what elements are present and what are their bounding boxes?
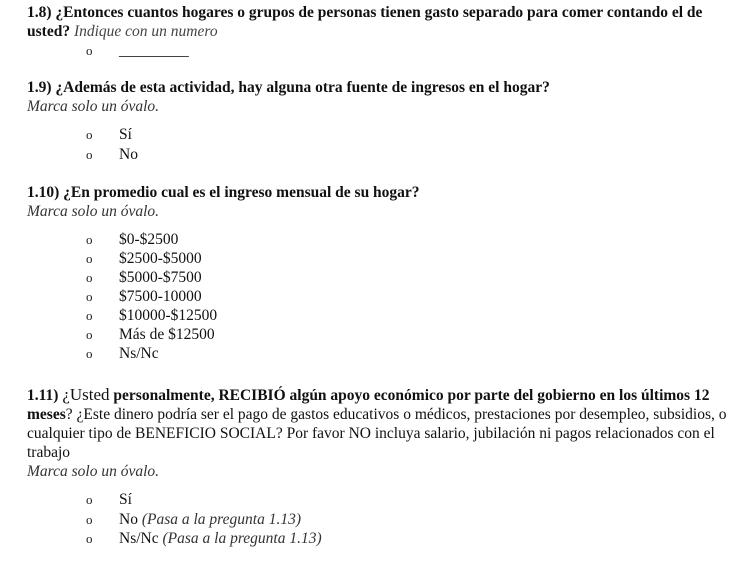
answer-blank-row: [86, 41, 189, 60]
option-si[interactable]: [86, 125, 132, 144]
question-title-usted: Usted: [69, 385, 110, 404]
question-title-open: ¿: [62, 385, 70, 404]
option-income-1[interactable]: [86, 230, 178, 249]
option-no[interactable]: [86, 510, 301, 529]
bullet-icon: o: [86, 270, 93, 285]
option-label: No: [119, 146, 138, 163]
question-instruction: Marca solo un óvalo.: [27, 98, 160, 115]
question-title: ¿Entonces cuantos hogares o grupos de personas tienen gasto separado para comer contando el de usted?: [27, 4, 703, 40]
bullet-icon: o: [86, 346, 93, 361]
question-hint: Indique con un numero: [73, 23, 218, 40]
option-income-3[interactable]: [86, 268, 202, 287]
option-label: $0-$2500: [119, 231, 179, 248]
bullet-icon: o: [86, 308, 93, 323]
option-si[interactable]: [86, 490, 132, 509]
question-title: personalmente, RECIBIÓ algún apoyo económico por parte del gobierno en los últimos 12 meses: [27, 387, 710, 423]
option-income-6[interactable]: [86, 325, 215, 344]
question-1-11: [27, 385, 727, 481]
bullet-icon: o: [86, 327, 93, 342]
question-number: 1.8): [27, 4, 52, 21]
option-label: $7500-10000: [119, 288, 202, 305]
bullet-icon: o: [86, 492, 93, 507]
question-number: 1.10): [27, 184, 60, 201]
bullet-icon: o: [86, 232, 93, 247]
question-number: 1.11): [27, 387, 59, 404]
bullet-icon: o: [86, 289, 93, 304]
option-label: $2500-$5000: [119, 250, 202, 267]
option-income-5[interactable]: [86, 306, 217, 325]
bullet-icon: o: [86, 512, 93, 527]
option-label: Sí: [119, 491, 132, 508]
bullet-icon: o: [86, 531, 93, 546]
skip-note: (Pasa a la pregunta 1.13): [141, 511, 301, 528]
option-nsnc[interactable]: [86, 529, 322, 548]
bullet-icon: o: [86, 251, 93, 266]
option-label: Ns/Nc: [119, 345, 159, 362]
question-1-10: [27, 183, 727, 221]
option-income-4[interactable]: [86, 287, 202, 306]
question-title: ¿Además de esta actividad, hay alguna otra fuente de ingresos en el hogar?: [55, 79, 550, 96]
option-no[interactable]: [86, 145, 138, 164]
question-instruction: Marca solo un óvalo.: [27, 203, 160, 220]
bullet-icon: o: [86, 127, 93, 142]
answer-blank[interactable]: _________: [119, 42, 189, 59]
bullet-icon: o: [86, 43, 93, 58]
question-1-9: [27, 78, 727, 116]
question-title: ¿En promedio cual es el ingreso mensual de su hogar?: [63, 184, 420, 201]
question-instruction: Marca solo un óvalo.: [27, 463, 160, 480]
option-label: $5000-$7500: [119, 269, 202, 286]
question-1-8: [27, 3, 727, 41]
option-label: Ns/Nc: [119, 530, 159, 547]
question-number: 1.9): [27, 79, 52, 96]
skip-note: (Pasa a la pregunta 1.13): [162, 530, 322, 547]
option-label: No: [119, 511, 138, 528]
option-label: Sí: [119, 126, 132, 143]
bullet-icon: o: [86, 147, 93, 162]
option-label: Más de $12500: [119, 326, 215, 343]
option-income-2[interactable]: [86, 249, 202, 268]
option-label: $10000-$12500: [119, 307, 218, 324]
option-income-nsnc[interactable]: [86, 344, 159, 363]
question-text: ? ¿Este dinero podría ser el pago de gastos educativos o médicos, prestaciones por desempleo, subsidios, o cualquier tipo de BENEFICIO SOCIAL? Por favor NO incluya salario, jubilación ni pagos relacionados con el trabajo: [27, 406, 727, 461]
